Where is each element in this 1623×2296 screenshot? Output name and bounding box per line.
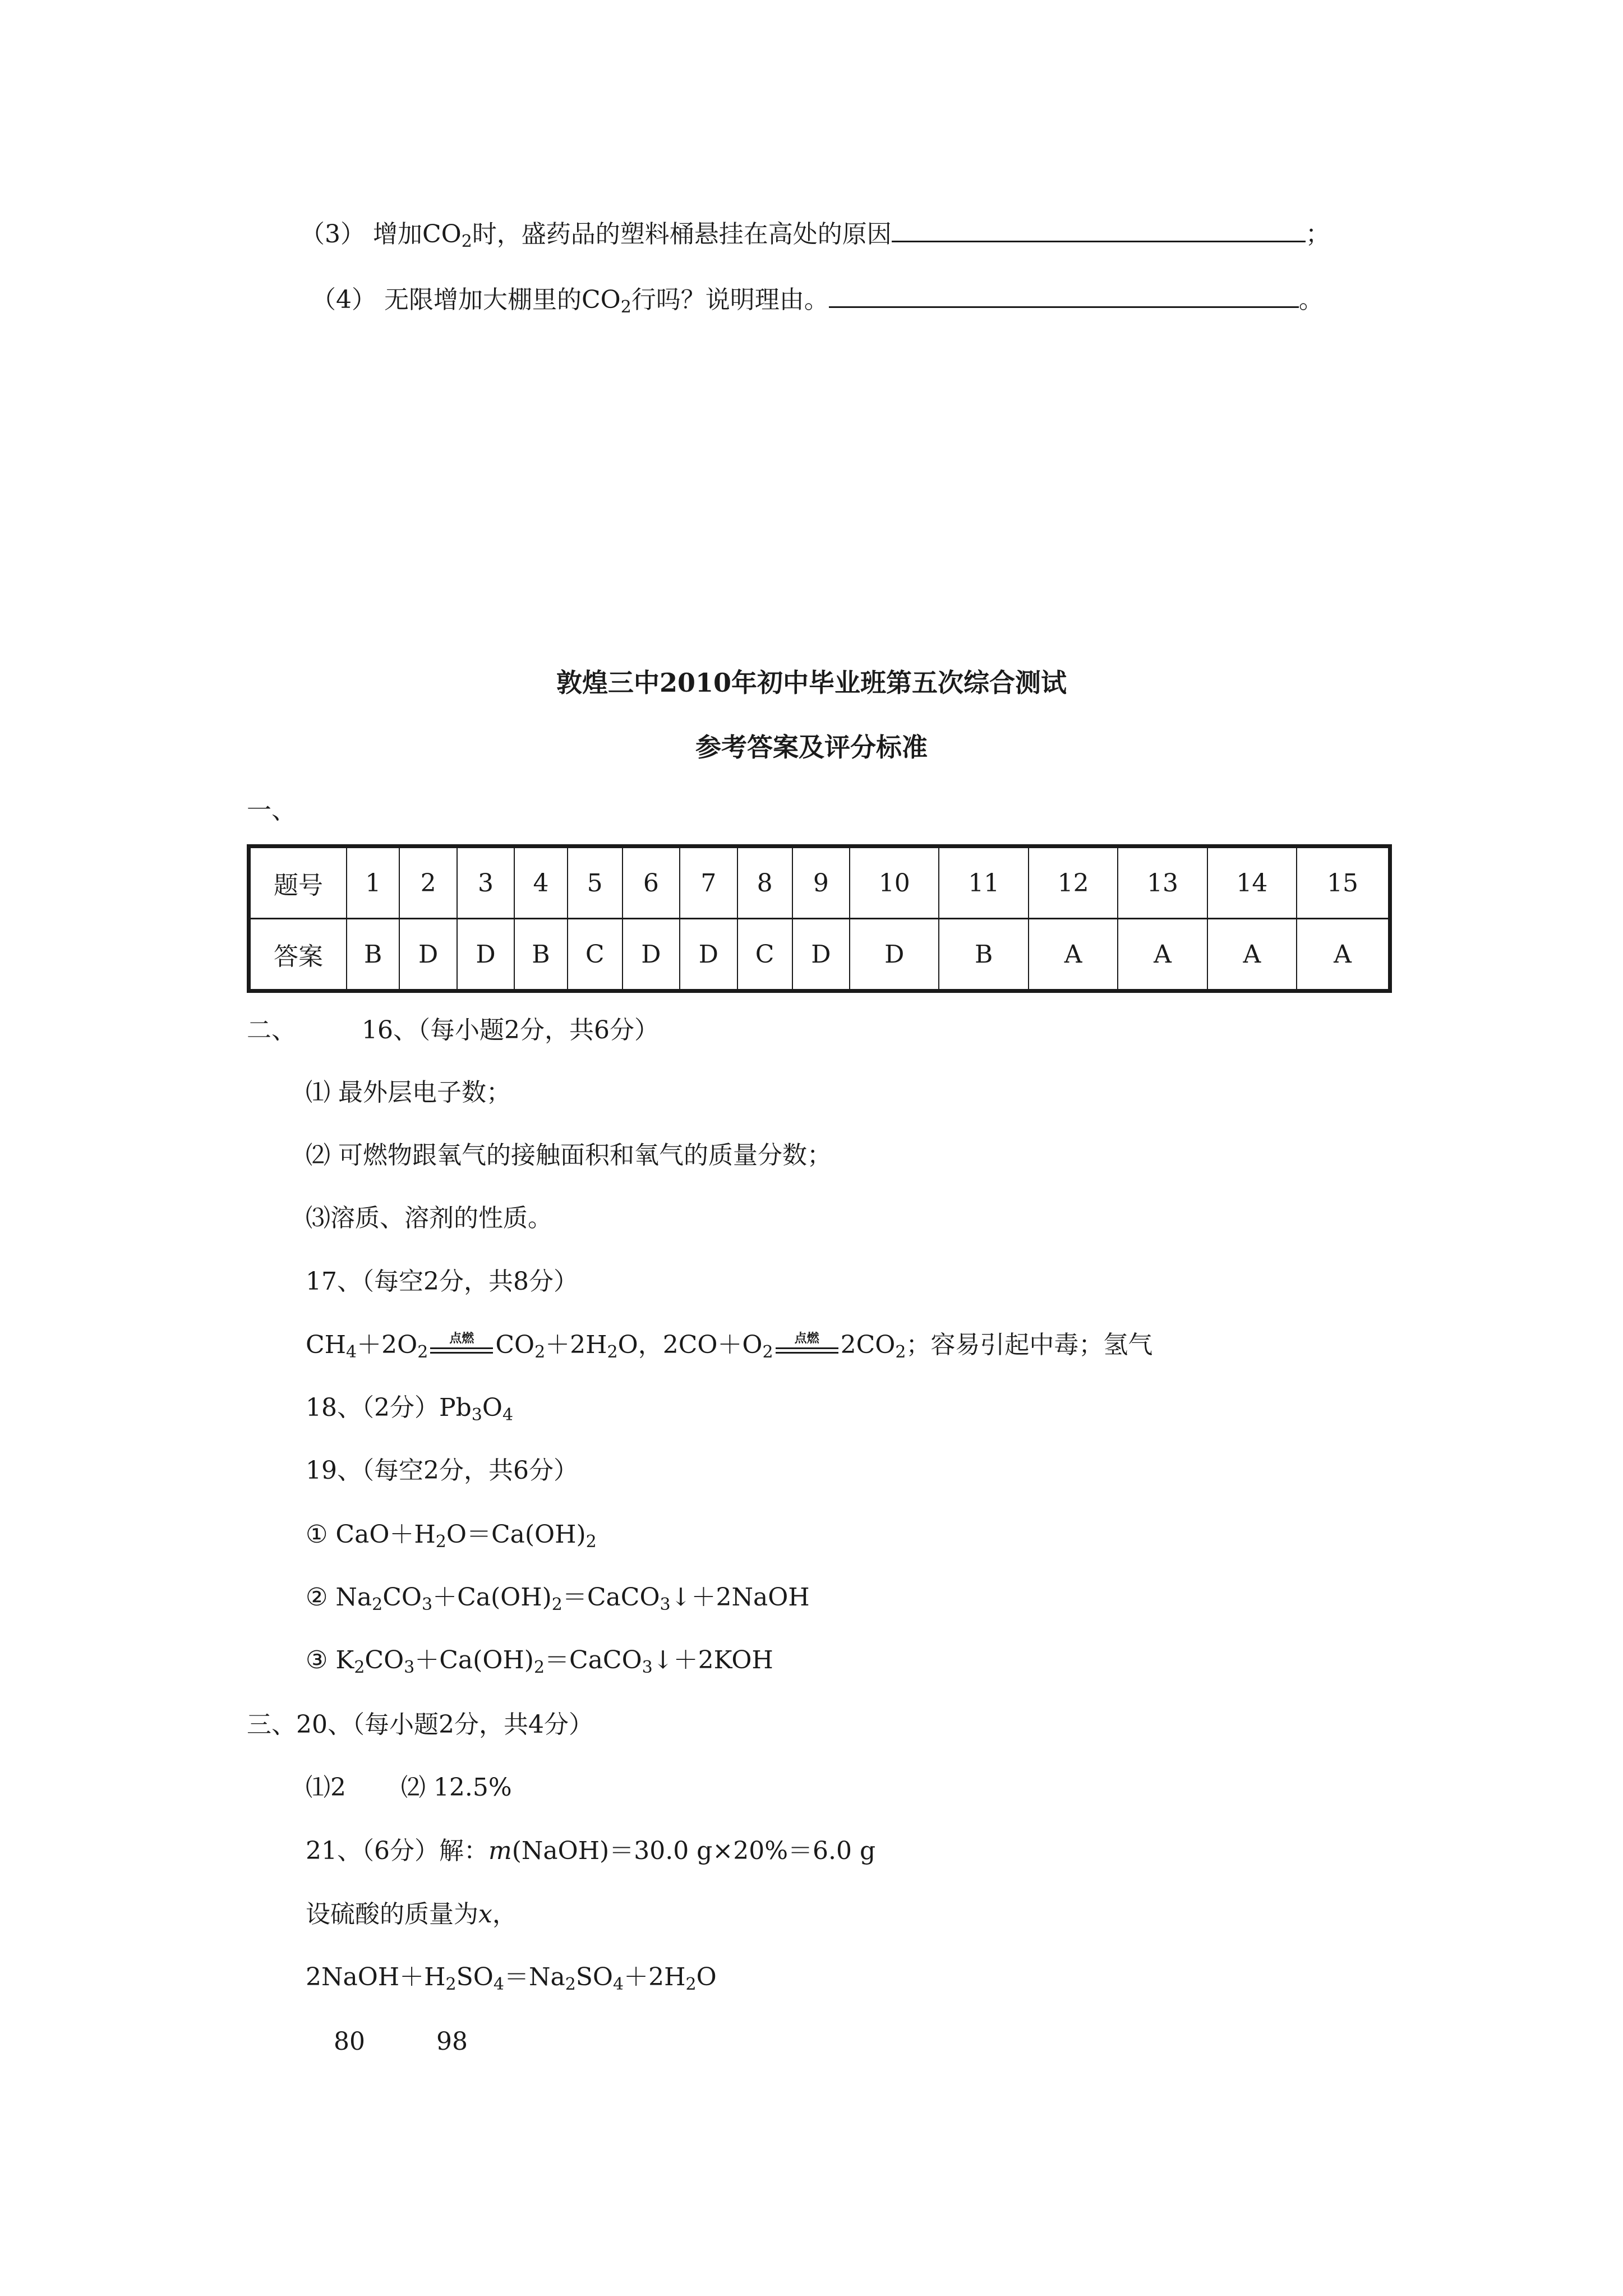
- section-1-label: 一、: [247, 796, 296, 825]
- table-cell: C: [568, 919, 623, 991]
- page-subtitle: 参考答案及评分标准: [695, 732, 928, 762]
- answer-blank: [829, 282, 1299, 308]
- answer-table: [247, 844, 1392, 993]
- page-title: 敦煌三中2010年初中毕业班第五次综合测试: [556, 668, 1067, 698]
- table-row: [249, 919, 1390, 991]
- q21-let: 设硫酸的质量为x，: [306, 1900, 517, 1929]
- q20-answer: ⑴2 ⑵ 12.5%: [306, 1773, 512, 1802]
- table-cell: 12: [1029, 846, 1118, 919]
- q19-equation-3: ③ $K_2CO_3+Ca(OH)_2=CaCO_3↓+2KOH$: [306, 1646, 773, 1677]
- question-3: （3） 增加$CO_2$时，盛药品的塑料桶悬挂在高处的原因 ；: [300, 216, 1330, 251]
- q17-heading: 17、（每空2分，共8分）: [306, 1267, 578, 1296]
- table-cell: A: [1297, 919, 1390, 991]
- table-cell: 15: [1297, 846, 1390, 919]
- q19-heading: 19、（每空2分，共6分）: [306, 1456, 578, 1485]
- table-cell: B: [347, 919, 399, 991]
- table-cell: 6: [623, 846, 680, 919]
- table-cell: D: [792, 919, 850, 991]
- question-4: （4） 无限增加大棚里的$CO_2$行吗？说明理由。 。: [311, 282, 1324, 317]
- table-cell: 14: [1207, 846, 1297, 919]
- table-cell: 5: [568, 846, 623, 919]
- q19-equation-2: ② $Na_2CO_3+Ca(OH)_2=CaCO_3↓+2NaOH$: [306, 1583, 810, 1614]
- table-cell: D: [457, 919, 514, 991]
- table-cell: 1: [347, 846, 399, 919]
- q16-heading: 16、（每小题2分，共6分）: [362, 1016, 659, 1045]
- q21-equation: $2NaOH+H_2SO_4=Na_2SO_4+2H_2O$: [306, 1963, 717, 1994]
- row-header: 题号: [249, 846, 347, 919]
- row-header: 答案: [249, 919, 347, 991]
- table-cell: A: [1118, 919, 1207, 991]
- q19-equation-1: ① $CaO+H_2O=Ca(OH)_2$: [306, 1520, 597, 1552]
- q21-solution-line: 21、（6分）解：m(NaOH)＝30.0 g×20%＝6.0 g: [306, 1837, 876, 1865]
- table-cell: D: [399, 919, 457, 991]
- table-cell: B: [514, 919, 567, 991]
- table-cell: 7: [680, 846, 737, 919]
- table-cell: 8: [737, 846, 792, 919]
- table-cell: 9: [792, 846, 850, 919]
- q16-answer-2: ⑵ 可燃物跟氧气的接触面积和氧气的质量分数；: [306, 1141, 832, 1170]
- table-cell: 10: [850, 846, 939, 919]
- q21-mass-2: 98: [436, 2027, 468, 2056]
- q18-answer: 18、（2分）$Pb_3O_4$: [306, 1393, 514, 1425]
- table-cell: 3: [457, 846, 514, 919]
- table-cell: 4: [514, 846, 567, 919]
- table-cell: 13: [1118, 846, 1207, 919]
- section-3-label: 三、20、（每小题2分，共4分）: [247, 1710, 593, 1739]
- q17-equations: $CH_4+2O_2$ 点燃 $CO_2+2H_2O$，$2CO+O_2$ 点燃 $2CO_2$；容易引起中毒；氢气: [306, 1331, 1153, 1362]
- answer-blank: [892, 216, 1306, 242]
- table-cell: 2: [399, 846, 457, 919]
- table-cell: D: [680, 919, 737, 991]
- q16-answer-3: ⑶溶质、溶剂的性质。: [306, 1204, 552, 1232]
- table-cell: A: [1207, 919, 1297, 991]
- table-cell: 11: [939, 846, 1028, 919]
- table-cell: A: [1029, 919, 1118, 991]
- table-row: [249, 846, 1390, 919]
- reaction-condition: 点燃: [428, 1333, 495, 1361]
- q16-answer-1: ⑴ 最外层电子数；: [306, 1078, 511, 1107]
- section-2-label: 二、: [247, 1016, 296, 1045]
- reaction-condition: 点燃: [773, 1333, 841, 1361]
- table-cell: D: [623, 919, 680, 991]
- table-cell: B: [939, 919, 1028, 991]
- table-cell: D: [850, 919, 939, 991]
- table-cell: C: [737, 919, 792, 991]
- q21-mass-1: 80: [334, 2027, 365, 2056]
